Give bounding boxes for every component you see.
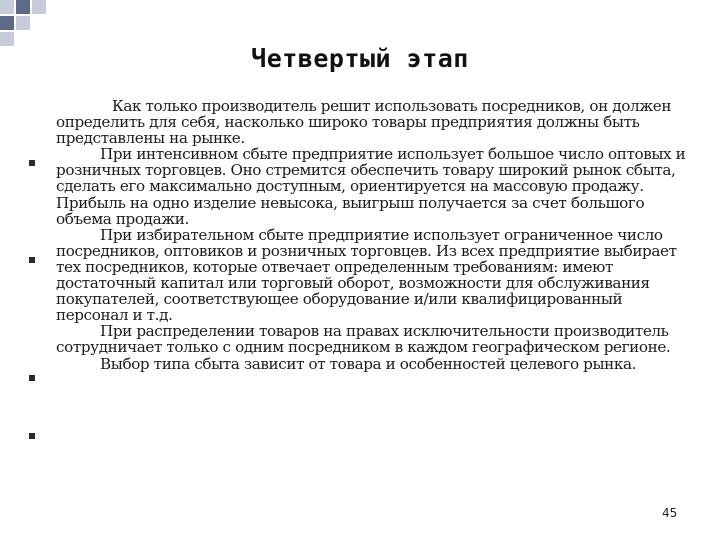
paragraph-text: При избирательном сбыте предприятие использует ограниченное число посредников, оптовиков и розничных торговцев. Из всех предприятие выбирает тех посредников, которые отвечает определенным требованиям: имеют достаточный капитал или торговый оборот, возможности для обслуживания покупателей, соответствующее оборудование и/или квалифицированный персонал и т.д. — [56, 225, 677, 325]
slide-body — [56, 98, 696, 372]
paragraph-text: Выбор типа сбыта зависит от товара и особенностей целевого рынка. — [100, 354, 637, 373]
page-number: 45 — [662, 506, 678, 520]
paragraph — [56, 98, 696, 146]
paragraph — [56, 323, 696, 355]
decor-square — [0, 0, 14, 14]
decor-square — [16, 0, 30, 14]
decor-square — [32, 0, 46, 14]
paragraph-text: При интенсивном сбыте предприятие использует большое число оптовых и розничных торговцев. Оно стремится обеспечить товару широкий рынок сбыта, сделать его максимально доступным, ориентируется на массовую продажу. Прибыль на одно изделие невысока, выигрыш получается за счет большого объема продажи. — [56, 145, 686, 228]
paragraph-text: При распределении товаров на правах исключительности производитель сотрудничает только с одним посредником в каждом географическом регионе. — [56, 322, 671, 357]
paragraph — [56, 356, 696, 372]
decor-square — [0, 16, 14, 30]
decor-square — [16, 16, 30, 30]
paragraph-text: Как только производитель решит использовать посредников, он должен определить для себя, насколько широко товары предприятия должны быть представлены на рынке. — [56, 97, 672, 148]
slide-title: Четвертый этап — [251, 44, 469, 73]
paragraph — [56, 146, 696, 226]
paragraph — [56, 227, 696, 324]
square-bullet-icon — [29, 433, 35, 439]
square-bullet-icon — [29, 257, 35, 263]
square-bullet-icon — [29, 375, 35, 381]
square-bullet-icon — [29, 160, 35, 166]
